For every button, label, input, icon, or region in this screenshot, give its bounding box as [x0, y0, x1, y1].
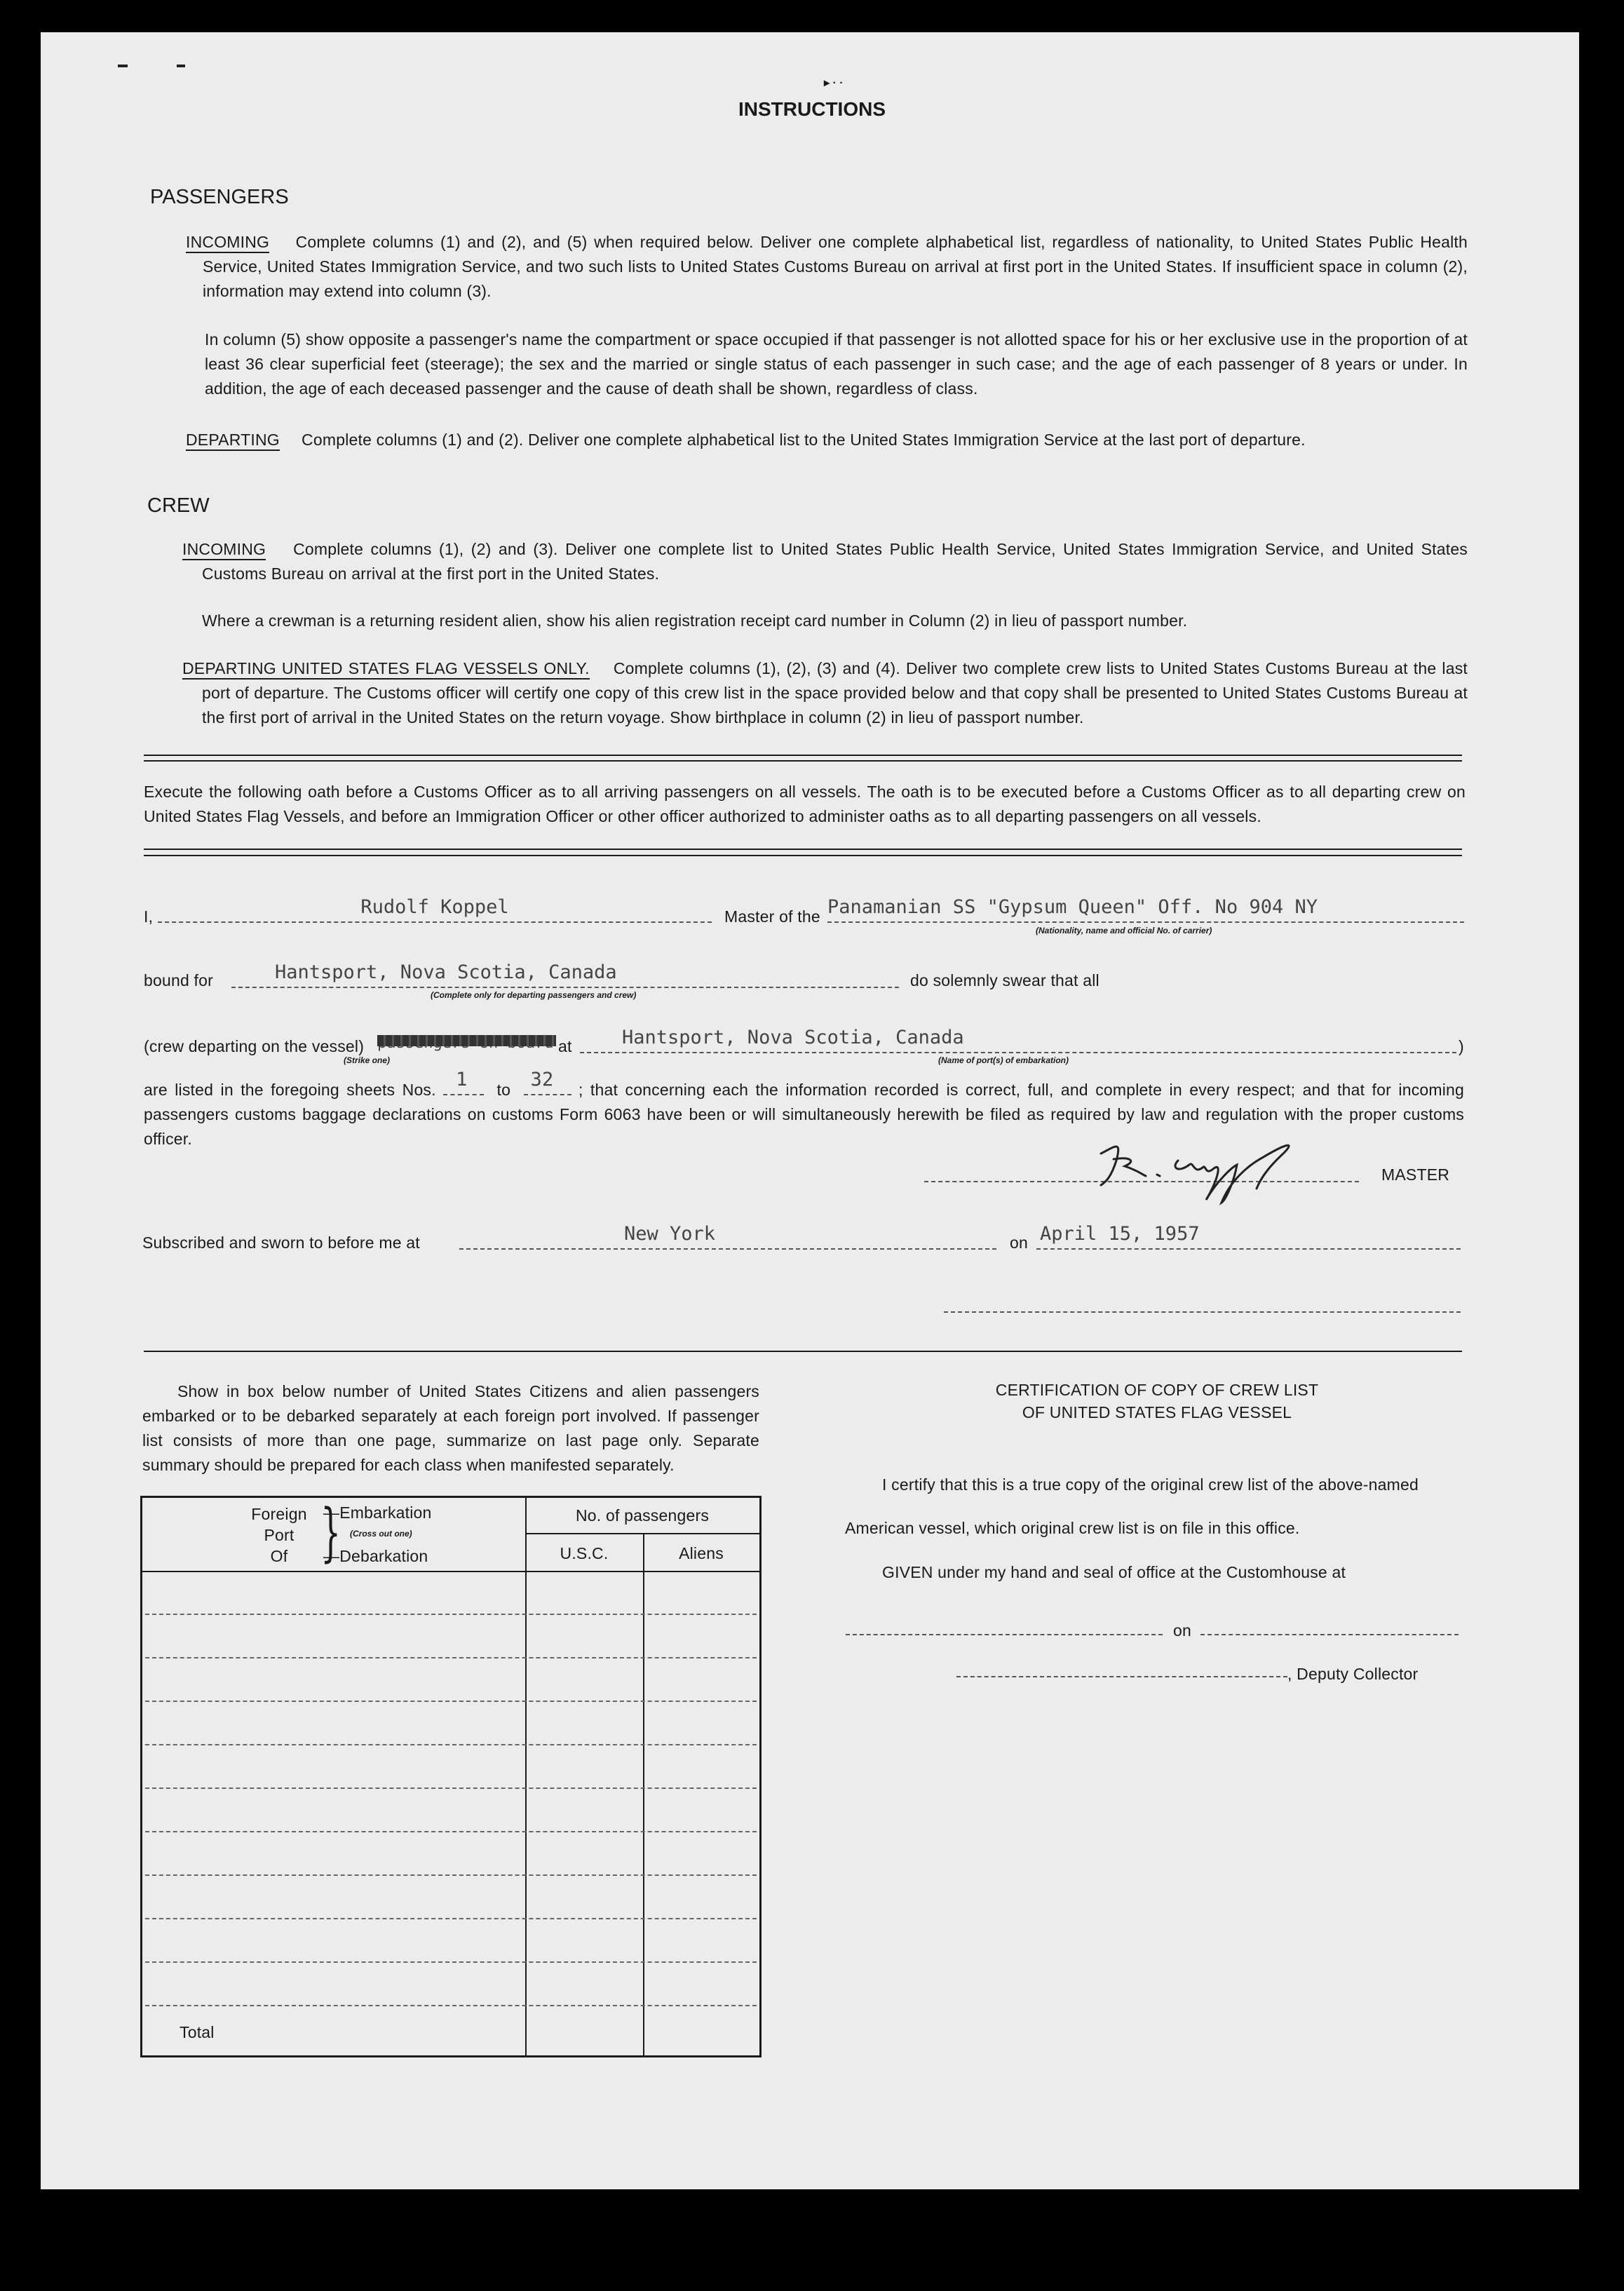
vessel-value: Panamanian SS "Gypsum Queen" Off. No 904 NY — [827, 896, 1318, 918]
crew-incoming-paragraph — [182, 537, 1468, 586]
table-row[interactable] — [145, 1614, 757, 1615]
col-foreign: Foreign — [251, 1505, 307, 1523]
master-name-line[interactable] — [158, 896, 712, 923]
table-row[interactable] — [145, 2005, 757, 2006]
col-usc: U.S.C. — [560, 1544, 609, 1562]
certification-title-line1: CERTIFICATION OF COPY OF CREW LIST — [995, 1381, 1319, 1399]
bound-for-label: bound for — [144, 971, 213, 989]
passengers-column5-paragraph: In column (5) show opposite a passenger's name the compartment or space occupied if that passenger is not allotted space for his or her exclusive use in the proportion of at least 36 clear superficial feet (steerage); the sex and the married or single status of each passenger in such case; and the age of each passenger of 8 years or under. In addition, the age of each deceased passenger and the cause of death shall be shown, regardless of class. — [205, 330, 1468, 398]
sworn-place-line[interactable] — [459, 1223, 996, 1250]
passengers-departing-label: DEPARTING — [186, 431, 280, 451]
sheet-to-field[interactable] — [524, 1069, 571, 1095]
passengers-incoming-text: Complete columns (1) and (2), and (5) when required below. Deliver one complete alphabetical list, regardless of nationality, to United States Public Health Service, United States Immigration Service, and two such lists to United States Customs Bureau on arrival at first port in the United States. If insufficient space in column (2), information may extend into column (3). — [203, 233, 1468, 300]
sworn-on-label: on — [1010, 1234, 1028, 1252]
vessel-line[interactable] — [827, 896, 1464, 923]
listed-text: ; that concerning each the information recorded is correct, full, and complete in every respect; and that for incoming passengers customs baggage declarations on customs Form 6063 have been or will simultaneously herewith be filed as required by law and regulation with the proper customs officer. — [144, 1081, 1465, 1148]
table-row[interactable] — [145, 1961, 757, 1963]
table-row[interactable] — [145, 1701, 757, 1702]
crew-resident-paragraph: Where a crewman is a returning resident alien, show his alien registration receipt card number in Column (2) in lieu of passport number. — [202, 611, 1188, 630]
sworn-date-line[interactable] — [1036, 1223, 1461, 1250]
header-marks: ▸ · · — [824, 77, 844, 89]
crew-departing-paragraph — [182, 656, 1468, 730]
crew-heading: CREW — [147, 494, 210, 517]
debarkation-option: —Debarkation — [323, 1547, 428, 1565]
table-row[interactable] — [145, 1918, 757, 1919]
certify-line1: I certify that this is a true copy of the original crew list of the above-named — [882, 1475, 1419, 1494]
bound-for-value: Hantsport, Nova Scotia, Canada — [275, 961, 617, 983]
bound-for-line[interactable] — [231, 961, 899, 988]
summary-instruction: Show in box below number of United States Citizens and alien passengers embarked or to be debarked separately at each foreign port involved. If passenger list consists of more than one page, summarize on last page only. Separate summary should be prepared for each class when manifested separately. — [142, 1382, 759, 1474]
col-of: Of — [270, 1547, 288, 1565]
divider-rule — [144, 849, 1462, 850]
table-row[interactable] — [145, 1787, 757, 1789]
listed-label: are listed in the foregoing sheets Nos. — [144, 1081, 436, 1099]
master-name-value: Rudolf Koppel — [360, 896, 509, 918]
master-of-label: Master of the — [724, 907, 820, 926]
divider-rule — [144, 755, 1462, 756]
sheet-to-value: 32 — [530, 1069, 554, 1090]
certification-on-label: on — [1173, 1621, 1191, 1640]
certify-line2: American vessel, which original crew list is on file in this office. — [845, 1519, 1300, 1537]
brace-icon: } — [320, 1496, 341, 1569]
col-aliens: Aliens — [679, 1544, 724, 1562]
divider-rule — [144, 1351, 1462, 1352]
page-title: INSTRUCTIONS — [738, 98, 886, 120]
crew-incoming-label: INCOMING — [182, 540, 266, 560]
swear-text: do solemnly swear that all — [910, 971, 1099, 989]
at-label: at — [558, 1037, 572, 1055]
corner-marks — [118, 65, 195, 69]
crew-departing-label: DEPARTING UNITED STATES FLAG VESSELS ONLY. — [182, 659, 590, 680]
total-label: Total — [180, 2023, 215, 2041]
col-port: Port — [264, 1526, 295, 1544]
divider-rule — [144, 855, 1462, 856]
certification-date-line[interactable] — [1200, 1618, 1459, 1635]
embarkation-option: —Embarkation — [323, 1503, 432, 1522]
to-label: to — [496, 1081, 511, 1099]
table-row[interactable] — [145, 1874, 757, 1876]
passengers-incoming-paragraph — [186, 230, 1468, 304]
oath-i-label: I, — [144, 907, 154, 926]
strike-caption: (Strike one) — [344, 1055, 391, 1065]
summary-table — [140, 1496, 762, 2057]
embark-caption: (Name of port(s) of embarkation) — [938, 1055, 1069, 1065]
close-paren: ) — [1459, 1037, 1464, 1055]
vessel-caption: (Nationality, name and official No. of carrier) — [1036, 926, 1212, 935]
sheet-from-value: 1 — [456, 1069, 468, 1090]
crew-incoming-text: Complete columns (1), (2) and (3). Deliver one complete list to United States Public Health Service, United States Immigration Service, and United States Customs Bureau on arrival at the first port in the United States. — [202, 540, 1468, 583]
struck-text — [377, 1031, 556, 1052]
embark-port-line[interactable] — [580, 1029, 1456, 1053]
divider-rule — [144, 760, 1462, 762]
passengers-heading: PASSENGERS — [150, 186, 289, 208]
certification-title-line2: OF UNITED STATES FLAG VESSEL — [1022, 1403, 1292, 1421]
crew-departing-label: (crew departing on the vessel) — [144, 1037, 365, 1055]
crew-departing-text: Complete columns (1), (2), (3) and (4). Deliver two complete crew lists to United States Customs Bureau at the last port of departure. The Customs officer will certify one copy of this crew list in the space provided below and that copy shall be presented to United States Customs Bureau at the first port of arrival in the United States on the return voyage. Show birthplace in column (2) in lieu of passport number. — [202, 659, 1468, 727]
deputy-signature-line[interactable] — [956, 1661, 1287, 1677]
sworn-place-value: New York — [623, 1223, 716, 1245]
oath-instruction: Execute the following oath before a Customs Officer as to all arriving passengers on all vessels. The oath is to be executed before a Customs Officer as to all departing crew on United States Flag Vessels, and before an Immigration Officer or other officer authorized to administer oaths as to all departing passengers on all vessels. — [144, 783, 1466, 825]
master-label: MASTER — [1381, 1165, 1450, 1184]
table-row[interactable] — [145, 1744, 757, 1745]
master-signature — [1073, 1133, 1353, 1210]
subscribed-label: Subscribed and sworn to before me at — [142, 1234, 420, 1252]
sworn-date-value: April 15, 1957 — [1040, 1223, 1200, 1245]
given-text: GIVEN under my hand and seal of office at the Customhouse at — [882, 1563, 1346, 1581]
embark-port-value: Hantsport, Nova Scotia, Canada — [622, 1027, 964, 1048]
col-passengers: No. of passengers — [575, 1506, 710, 1525]
passengers-departing-paragraph — [186, 428, 1468, 452]
bound-caption: (Complete only for departing passengers and crew) — [431, 990, 637, 1000]
customhouse-place-line[interactable] — [846, 1618, 1163, 1635]
cross-out-caption: (Cross out one) — [350, 1529, 412, 1539]
table-row[interactable] — [145, 1657, 757, 1658]
sheet-from-field[interactable] — [443, 1069, 484, 1095]
deputy-collector-label: , Deputy Collector — [1287, 1665, 1419, 1683]
officer-signature-line[interactable] — [944, 1289, 1461, 1313]
table-row[interactable] — [145, 1831, 757, 1832]
passengers-departing-text: Complete columns (1) and (2). Deliver one complete alphabetical list to the United States Immigration Service at the last port of departure. — [302, 431, 1306, 449]
passengers-incoming-label: INCOMING — [186, 233, 269, 253]
